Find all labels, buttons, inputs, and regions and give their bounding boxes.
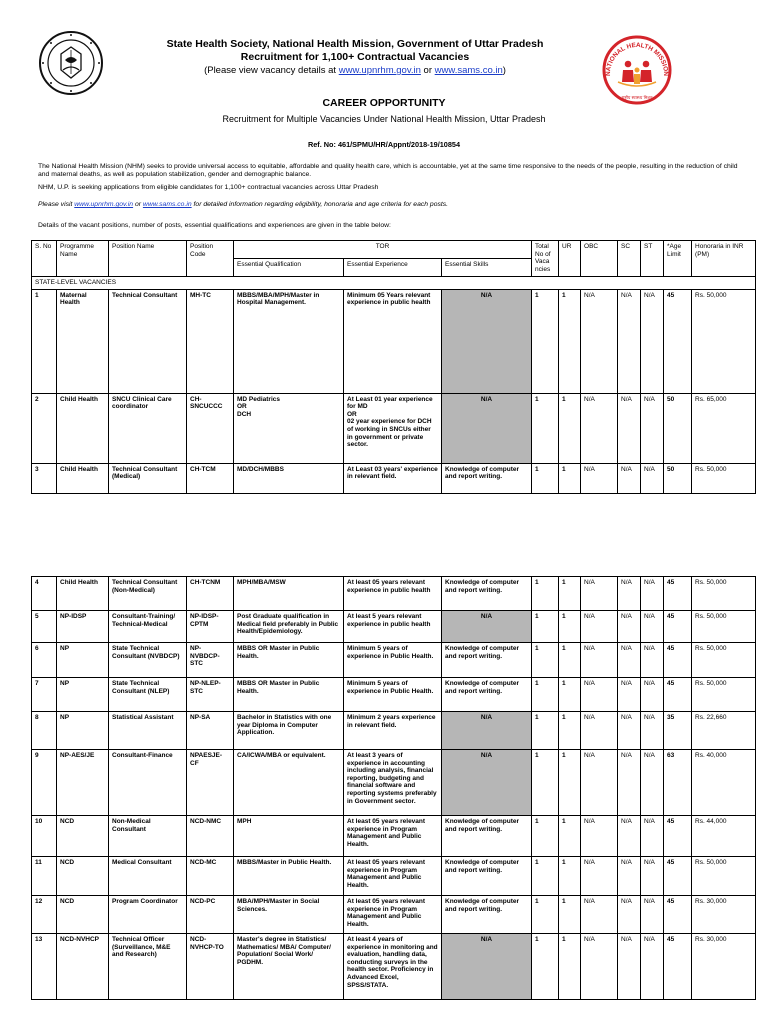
cell-age: 45 — [664, 816, 692, 857]
cell-code: NCD-MC — [187, 857, 234, 896]
cell-ur: 1 — [559, 750, 581, 816]
cell-skills: Knowledge of computer and report writing. — [442, 896, 532, 934]
cell-position: Consultant-Training/ Technical-Medical — [109, 611, 187, 643]
cell-honoraria: Rs. 50,000 — [692, 611, 756, 643]
cell-ur: 1 — [559, 712, 581, 750]
cell-code: NP-NVBDCP-STC — [187, 643, 234, 678]
cell-position: SNCU Clinical Care coordinator — [109, 393, 187, 463]
cell-qualification: MBBS OR Master in Public Health. — [234, 643, 344, 678]
cell-age: 45 — [664, 289, 692, 393]
cell-age: 63 — [664, 750, 692, 816]
cell-qualification: MD/DCH/MBBS — [234, 463, 344, 493]
table-row — [32, 934, 756, 1000]
recruitment-title: Recruitment for 1,100+ Contractual Vacancies — [240, 51, 470, 63]
cell-position: State Technical Consultant (NVBDCP) — [109, 643, 187, 678]
cell-sno: 6 — [32, 643, 57, 678]
table-row — [32, 577, 756, 611]
cell-skills: N/A — [442, 934, 532, 1000]
cell-skills: Knowledge of computer and report writing. — [442, 577, 532, 611]
cell-st: N/A — [641, 611, 664, 643]
cell-ur: 1 — [559, 896, 581, 934]
cell-code: NP-SA — [187, 712, 234, 750]
cell-ur: 1 — [559, 577, 581, 611]
cell-sno: 5 — [32, 611, 57, 643]
cell-qualification: MBBS OR Master in Public Health. — [234, 678, 344, 712]
cell-age: 35 — [664, 712, 692, 750]
cell-obc: N/A — [581, 934, 618, 1000]
logo-hindi-caption: राष्ट्रीय स्वास्थ्य मिशन — [621, 95, 653, 100]
cell-st: N/A — [641, 816, 664, 857]
cell-st: N/A — [641, 289, 664, 393]
cell-sc: N/A — [618, 750, 641, 816]
cell-ur: 1 — [559, 463, 581, 493]
cell-honoraria: Rs. 50,000 — [692, 678, 756, 712]
cell-sc: N/A — [618, 643, 641, 678]
vacancy-rows-part-2 — [32, 577, 756, 1000]
cell-ur: 1 — [559, 857, 581, 896]
state-level-vacancies-label: STATE-LEVEL VACANCIES — [32, 277, 756, 290]
cell-position: Technical Officer (Surveillance, M&E and Research) — [109, 934, 187, 1000]
upnrhm-link-body[interactable]: www.upnrhm.gov.in — [74, 201, 134, 208]
cell-experience: At least 05 years relevant experience in Program Management and Public Health. — [344, 896, 442, 934]
table-row — [32, 643, 756, 678]
cell-honoraria: Rs. 30,000 — [692, 934, 756, 1000]
cell-qualification: Post Graduate qualification in Medical field preferably in Public Health/Epidemiology. — [234, 611, 344, 643]
header-age: *Age Limit — [664, 241, 692, 277]
cell-skills: N/A — [442, 393, 532, 463]
vacancy-details-note — [130, 64, 580, 77]
cell-st: N/A — [641, 643, 664, 678]
cell-programme: NP-AES/JE — [57, 750, 109, 816]
vacancy-table-part-2 — [31, 576, 756, 1000]
cell-experience: At least 05 years relevant experience in Program Management and Public Health. — [344, 816, 442, 857]
cell-sno: 1 — [32, 289, 57, 393]
cell-obc: N/A — [581, 577, 618, 611]
cell-obc: N/A — [581, 896, 618, 934]
reference-number: Ref. No: 461/SPMU/HR/Appnt/2018-19/10854 — [307, 140, 461, 149]
cell-sno: 13 — [32, 934, 57, 1000]
table-row — [32, 463, 756, 493]
cell-sno: 4 — [32, 577, 57, 611]
cell-position: State Technical Consultant (NLEP) — [109, 678, 187, 712]
header-programme: Programme Name — [57, 241, 109, 277]
cell-st: N/A — [641, 896, 664, 934]
cell-honoraria: Rs. 50,000 — [692, 289, 756, 393]
visit-paragraph — [38, 201, 738, 209]
cell-code: NCD-NVHCP-TO — [187, 934, 234, 1000]
cell-sno: 8 — [32, 712, 57, 750]
cell-sno: 2 — [32, 393, 57, 463]
cell-code: NCD-NMC — [187, 816, 234, 857]
header-sno: S. No — [32, 241, 57, 277]
note-suffix: ) — [502, 65, 506, 76]
cell-honoraria: Rs. 65,000 — [692, 393, 756, 463]
cell-honoraria: Rs. 22,660 — [692, 712, 756, 750]
cell-experience: At least 3 years of experience in accounting including analysis, financial reporting, budgeting and financial software and reporting systems preferably in Government sector. — [344, 750, 442, 816]
header-ur: UR — [559, 241, 581, 277]
table-row — [32, 712, 756, 750]
cell-experience: Minimum 2 years experience in relevant field. — [344, 712, 442, 750]
table-row — [32, 611, 756, 643]
cell-code: NP-IDSP-CPTM — [187, 611, 234, 643]
applications-paragraph: NHM, U.P. is seeking applications from eligible candidates for 1,100+ contractual vacancies across Uttar Pradesh — [38, 184, 379, 191]
cell-sc: N/A — [618, 857, 641, 896]
cell-obc: N/A — [581, 678, 618, 712]
cell-total: 1 — [532, 816, 559, 857]
cell-total: 1 — [532, 896, 559, 934]
cell-age: 45 — [664, 678, 692, 712]
intro-paragraph: The National Health Mission (NHM) seeks to provide universal access to equitable, affordable and quality health care, which is accountable, yet at the same time responsive to the needs of the people, resulting in the reduction of child and maternal deaths, as well as population stabilization, gender and demographic balance. — [38, 163, 738, 179]
cell-experience: Minimum 5 years of experience in Public Health. — [344, 643, 442, 678]
cell-position: Consultant-Finance — [109, 750, 187, 816]
cell-qualification: MBBS/MBA/MPH/Master in Hospital Management. — [234, 289, 344, 393]
cell-experience: Minimum 05 Years relevant experience in public health — [344, 289, 442, 393]
cell-sc: N/A — [618, 934, 641, 1000]
cell-total: 1 — [532, 289, 559, 393]
cell-sc: N/A — [618, 816, 641, 857]
cell-experience: At least 05 years relevant experience in public health — [344, 577, 442, 611]
cell-code: CH-TCNM — [187, 577, 234, 611]
cell-code: MH-TC — [187, 289, 234, 393]
visit-prefix: Please visit — [38, 201, 75, 208]
cell-total: 1 — [532, 857, 559, 896]
cell-programme: NP — [57, 678, 109, 712]
cell-age: 45 — [664, 896, 692, 934]
cell-obc: N/A — [581, 750, 618, 816]
cell-st: N/A — [641, 857, 664, 896]
document-header — [130, 38, 580, 77]
cell-obc: N/A — [581, 857, 618, 896]
cell-obc: N/A — [581, 816, 618, 857]
cell-programme: Child Health — [57, 393, 109, 463]
cell-ur: 1 — [559, 289, 581, 393]
cell-code: CH-TCM — [187, 463, 234, 493]
cell-position: Program Coordinator — [109, 896, 187, 934]
career-opportunity-heading: CAREER OPPORTUNITY — [322, 97, 446, 109]
cell-qualification: CA/ICWA/MBA or equivalent. — [234, 750, 344, 816]
cell-honoraria: Rs. 40,000 — [692, 750, 756, 816]
cell-experience: At least 05 years relevant experience in Program Management and Public Health. — [344, 857, 442, 896]
sams-link[interactable]: www.sams.co.in — [434, 65, 503, 76]
cell-programme: NCD-NVHCP — [57, 934, 109, 1000]
cell-skills: N/A — [442, 750, 532, 816]
cell-age: 50 — [664, 393, 692, 463]
section-row — [32, 277, 756, 290]
cell-obc: N/A — [581, 643, 618, 678]
upnrhm-link[interactable]: www.upnrhm.gov.in — [338, 65, 421, 76]
cell-qualification: MPH — [234, 816, 344, 857]
cell-qualification: Master's degree in Statistics/ Mathematics/ MBA/ Computer/ Population/ Social Work/ PGDHM. — [234, 934, 344, 1000]
cell-total: 1 — [532, 678, 559, 712]
header-sc: SC — [618, 241, 641, 277]
cell-honoraria: Rs. 50,000 — [692, 857, 756, 896]
cell-programme: Maternal Health — [57, 289, 109, 393]
cell-ur: 1 — [559, 934, 581, 1000]
cell-sc: N/A — [618, 678, 641, 712]
table-row — [32, 393, 756, 463]
cell-experience: Minimum 5 years of experience in Public Health. — [344, 678, 442, 712]
cell-sno: 10 — [32, 816, 57, 857]
cell-st: N/A — [641, 712, 664, 750]
header-experience: Essential Experience — [344, 259, 442, 277]
cell-st: N/A — [641, 393, 664, 463]
cell-honoraria: Rs. 50,000 — [692, 643, 756, 678]
cell-ur: 1 — [559, 643, 581, 678]
cell-total: 1 — [532, 934, 559, 1000]
cell-honoraria: Rs. 30,000 — [692, 896, 756, 934]
cell-sno: 3 — [32, 463, 57, 493]
vacancy-table-part-1 — [31, 240, 756, 494]
cell-skills: Knowledge of computer and report writing. — [442, 463, 532, 493]
cell-sno: 12 — [32, 896, 57, 934]
header-honoraria: Honoraria in INR (PM) — [692, 241, 756, 277]
cell-total: 1 — [532, 643, 559, 678]
cell-age: 45 — [664, 577, 692, 611]
table-row — [32, 857, 756, 896]
header-position: Position Name — [109, 241, 187, 277]
cell-qualification: MBA/MPH/Master in Social Sciences. — [234, 896, 344, 934]
cell-obc: N/A — [581, 611, 618, 643]
cell-total: 1 — [532, 393, 559, 463]
cell-age: 50 — [664, 463, 692, 493]
cell-skills: N/A — [442, 712, 532, 750]
cell-sc: N/A — [618, 896, 641, 934]
cell-programme: NP-IDSP — [57, 611, 109, 643]
cell-sno: 9 — [32, 750, 57, 816]
cell-programme: NCD — [57, 896, 109, 934]
cell-age: 45 — [664, 934, 692, 1000]
cell-programme: NCD — [57, 857, 109, 896]
note-prefix: (Please view vacancy details at — [204, 65, 339, 76]
table-row — [32, 896, 756, 934]
header-qualification: Essential Qualification — [234, 259, 344, 277]
note-mid: or — [420, 65, 435, 76]
cell-total: 1 — [532, 577, 559, 611]
cell-st: N/A — [641, 934, 664, 1000]
cell-sno: 11 — [32, 857, 57, 896]
cell-total: 1 — [532, 750, 559, 816]
header-code: Position Code — [187, 241, 234, 277]
header-skills: Essential Skills — [442, 259, 532, 277]
cell-sc: N/A — [618, 611, 641, 643]
cell-experience: At least 5 years relevant experience in public health — [344, 611, 442, 643]
cell-skills: N/A — [442, 611, 532, 643]
cell-programme: Child Health — [57, 463, 109, 493]
cell-sno: 7 — [32, 678, 57, 712]
cell-ur: 1 — [559, 816, 581, 857]
sams-link-body[interactable]: www.sams.co.in — [142, 201, 192, 208]
cell-honoraria: Rs. 50,000 — [692, 463, 756, 493]
recruitment-subtitle: Recruitment for Multiple Vacancies Under National Health Mission, Uttar Pradesh — [222, 114, 546, 124]
cell-position: Non-Medical Consultant — [109, 816, 187, 857]
cell-qualification: MBBS/Master in Public Health. — [234, 857, 344, 896]
cell-sc: N/A — [618, 289, 641, 393]
visit-suffix: for detailed information regarding eligibility, honoraria and age criteria for each posts. — [191, 201, 449, 208]
table-row — [32, 678, 756, 712]
table-header-row — [32, 241, 756, 259]
cell-ur: 1 — [559, 393, 581, 463]
cell-skills: Knowledge of computer and report writing. — [442, 857, 532, 896]
cell-st: N/A — [641, 463, 664, 493]
cell-obc: N/A — [581, 712, 618, 750]
cell-position: Technical Consultant — [109, 289, 187, 393]
cell-ur: 1 — [559, 678, 581, 712]
cell-honoraria: Rs. 44,000 — [692, 816, 756, 857]
table-row — [32, 289, 756, 393]
header-st: ST — [641, 241, 664, 277]
cell-code: NP-NLEP-STC — [187, 678, 234, 712]
cell-sc: N/A — [618, 463, 641, 493]
cell-experience: At Least 03 years' experience in relevant field. — [344, 463, 442, 493]
cell-position: Technical Consultant (Medical) — [109, 463, 187, 493]
cell-qualification: Bachelor in Statistics with one year Diploma in Computer Application. — [234, 712, 344, 750]
cell-total: 1 — [532, 611, 559, 643]
cell-programme: NP — [57, 643, 109, 678]
cell-position: Technical Consultant (Non-Medical) — [109, 577, 187, 611]
cell-obc: N/A — [581, 463, 618, 493]
cell-position: Statistical Assistant — [109, 712, 187, 750]
cell-obc: N/A — [581, 289, 618, 393]
header-obc: OBC — [581, 241, 618, 277]
cell-ur: 1 — [559, 611, 581, 643]
cell-total: 1 — [532, 712, 559, 750]
vacancy-rows-part-1 — [32, 289, 756, 493]
cell-position: Medical Consultant — [109, 857, 187, 896]
cell-programme: NCD — [57, 816, 109, 857]
visit-mid: or — [133, 201, 143, 208]
up-government-seal — [38, 30, 104, 96]
cell-programme: Child Health — [57, 577, 109, 611]
cell-honoraria: Rs. 50,000 — [692, 577, 756, 611]
table-row — [32, 750, 756, 816]
cell-skills: Knowledge of computer and report writing. — [442, 643, 532, 678]
cell-sc: N/A — [618, 712, 641, 750]
table-row — [32, 816, 756, 857]
cell-sc: N/A — [618, 393, 641, 463]
cell-experience: At least 4 years of experience in monitoring and evaluation, handling data, conducting surveys in the health sector. Proficiency in Advanced Excel, SPSS/STATA. — [344, 934, 442, 1000]
cell-st: N/A — [641, 577, 664, 611]
cell-sc: N/A — [618, 577, 641, 611]
cell-st: N/A — [641, 750, 664, 816]
header-total: Total No of Vaca ncies — [532, 241, 559, 277]
cell-age: 45 — [664, 643, 692, 678]
cell-programme: NP — [57, 712, 109, 750]
cell-skills: N/A — [442, 289, 532, 393]
cell-age: 45 — [664, 857, 692, 896]
cell-code: NCD-PC — [187, 896, 234, 934]
cell-total: 1 — [532, 463, 559, 493]
cell-skills: Knowledge of computer and report writing. — [442, 816, 532, 857]
cell-skills: Knowledge of computer and report writing. — [442, 678, 532, 712]
cell-st: N/A — [641, 678, 664, 712]
cell-qualification: MD Pediatrics OR DCH — [234, 393, 344, 463]
organization-title: State Health Society, National Health Mission, Government of Uttar Pradesh — [166, 38, 544, 50]
cell-qualification: MPH/MBA/MSW — [234, 577, 344, 611]
logo-ring-text: NATIONAL HEALTH MISSION — [604, 41, 670, 77]
cell-age: 45 — [664, 611, 692, 643]
cell-code: CH-SNCUCCC — [187, 393, 234, 463]
cell-obc: N/A — [581, 393, 618, 463]
table-intro-paragraph: Details of the vacant positions, number of posts, essential qualifications and experiences are given in the table below: — [38, 222, 391, 229]
header-tor: TOR — [234, 241, 532, 259]
cell-code: NPAESJE-CF — [187, 750, 234, 816]
cell-experience: At Least 01 year experience for MD OR 02 year experience for DCH of working in SNCUs either in government or private sector. — [344, 393, 442, 463]
